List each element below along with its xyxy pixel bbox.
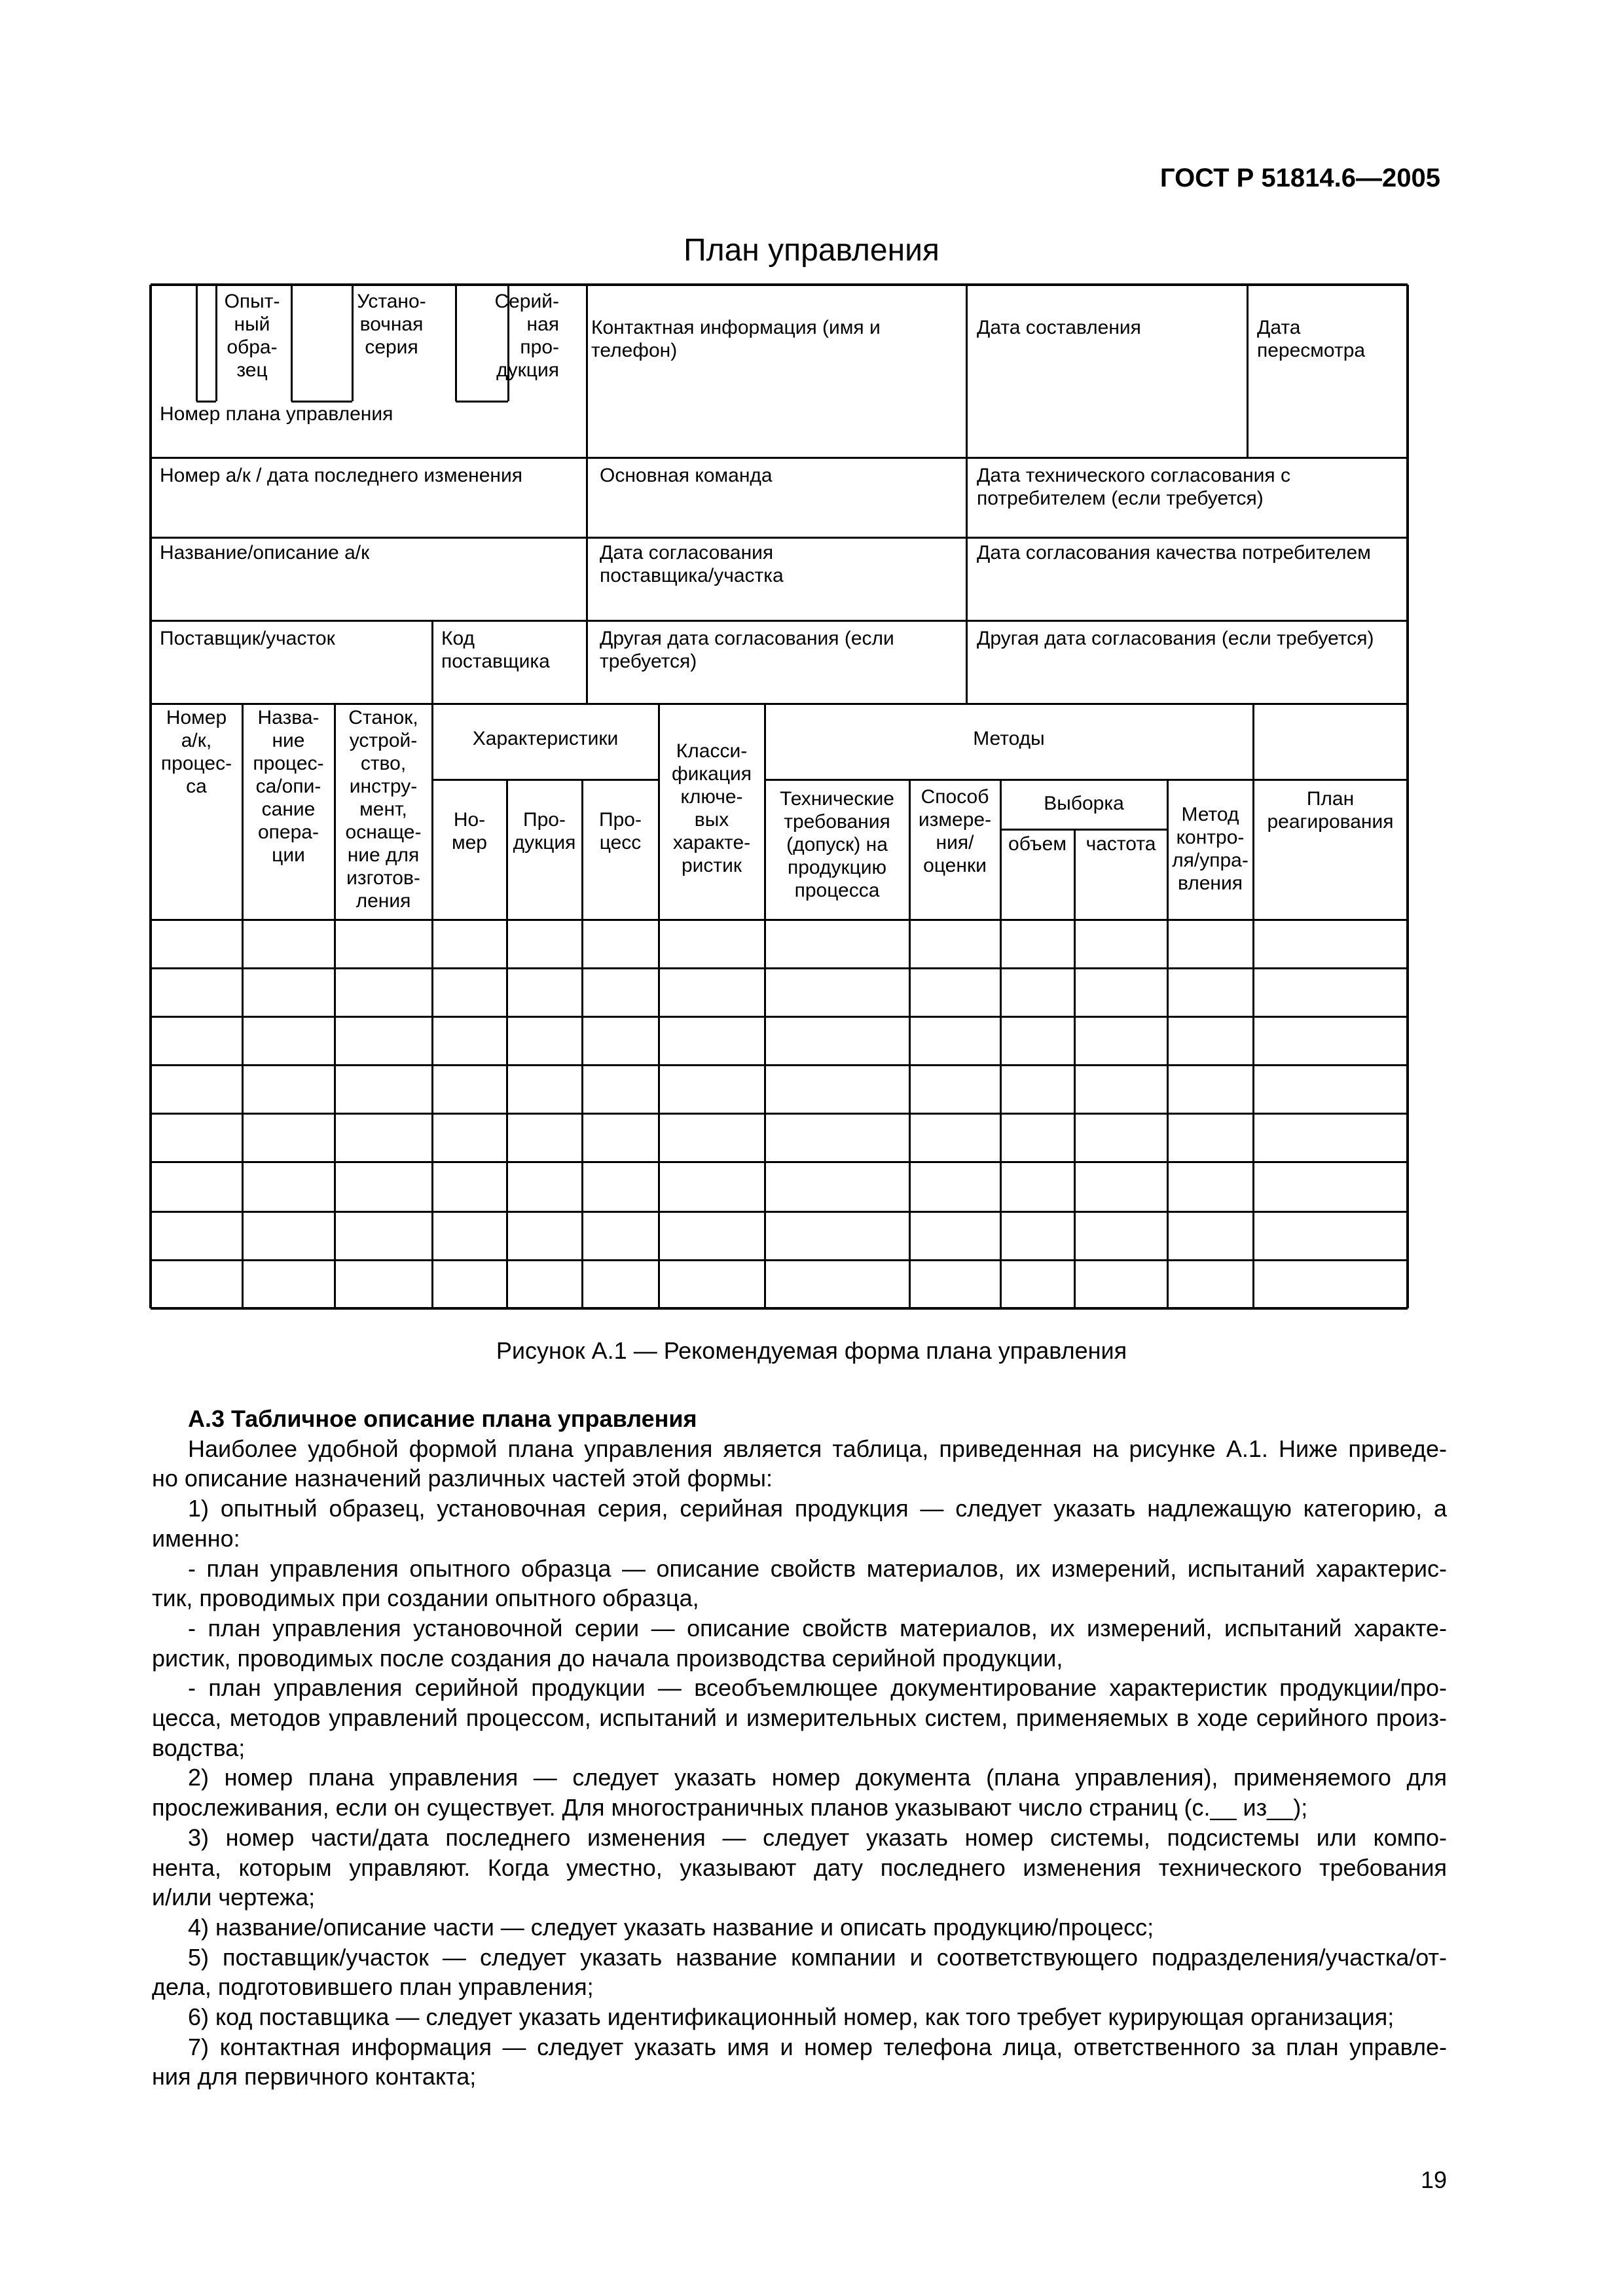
document-number: ГОСТ Р 51814.6—2005: [1159, 164, 1440, 192]
supplier-approval-label: Дата согласования поставщика/участка: [600, 542, 784, 586]
form-title: План управления: [684, 233, 939, 268]
list-item: - план управления опытного образца — описание свойств материалов, их измерений, испытаний характерис-: [188, 1554, 1447, 1582]
tech-approval-label: Дата технического согласования с потребителем (если требуется): [977, 465, 1290, 509]
list-item: 3) номер части/дата последнего изменения — следует указать номер системы, подсистемы или компо-: [188, 1823, 1447, 1851]
grid-line: [455, 285, 457, 401]
production-label: Серий- ная про- дукция: [494, 291, 559, 381]
section-heading: А.3 Табличное описание плана управления: [188, 1405, 697, 1432]
list-item: ристик, проводимых после создания до начала производства серийной продукции,: [152, 1644, 1063, 1672]
list-item: - план управления установочной серии — описание свойств материалов, их измерений, испытаний характе-: [188, 1614, 1447, 1641]
grid-line: [581, 780, 583, 1308]
control-plan-form: [151, 285, 1408, 1308]
list-item: нента, которым управляют. Когда уместно, указывают дату последнего изменения технического требования: [152, 1854, 1447, 1881]
part-name-label: Название/описание а/к: [160, 542, 370, 564]
grid-line: [151, 1113, 1408, 1115]
grid-line: [151, 703, 1408, 705]
grid-line: [966, 285, 968, 457]
section-body: [152, 1404, 1447, 2092]
grid-line: [966, 457, 968, 704]
grid-line: [151, 1259, 1408, 1261]
supplier-label: Поставщик/участок: [160, 628, 335, 649]
part-number-label: Номер а/к / дата последнего изменения: [160, 465, 522, 486]
grid-line: [765, 779, 1408, 781]
list-item: 1) опытный образец, установочная серия, серийная продукция — следует указать надлежащую категорию, а: [188, 1495, 1447, 1522]
grid-line: [151, 1211, 1408, 1213]
list-item: ния для первичного контакта;: [152, 2063, 477, 2090]
list-item: 7) контактная информация — следует указать имя и номер телефона лица, ответственного за план управле-: [188, 2033, 1447, 2060]
col-eval: Способ измере- ния/ оценки: [918, 786, 992, 876]
col-number: Номер а/к, процес- са: [160, 707, 232, 797]
grid-line: [151, 1064, 1408, 1066]
col-spec: Технические требования (допуск) на продукцию процесса: [780, 788, 894, 901]
grid-line: [586, 285, 588, 457]
date-revised-label: Дата пересмотра: [1257, 317, 1366, 361]
list-item: 4) название/описание части — следует указать название и описать продукцию/процесс;: [188, 1913, 1154, 1941]
grid-line: [151, 1307, 1408, 1310]
col-sample-size: объем: [1008, 833, 1067, 855]
supplier-code-label: Код поставщика: [441, 628, 550, 672]
grid-line: [196, 285, 198, 401]
col-control-method: Метод контро- ля/упра- вления: [1172, 804, 1249, 894]
grid-line: [291, 285, 293, 401]
col-char-number: Но- мер: [452, 809, 487, 853]
list-item: именно:: [152, 1524, 240, 1552]
col-sample: Выборка: [1044, 793, 1124, 814]
preproduction-label: Устано- вочная серия: [357, 291, 426, 358]
list-item: цесса, методов управлений процессом, испытаний и измерительных систем, применяемых в ходе серийного произ-: [152, 1704, 1447, 1732]
prototype-label: Опыт- ный обра- зец: [224, 291, 280, 381]
grid-line: [151, 967, 1408, 969]
figure-caption: Рисунок А.1 — Рекомендуемая форма плана управления: [496, 1337, 1127, 1364]
col-char-product: Про- дукция: [513, 809, 576, 853]
plan-number-label: Номер плана управления: [160, 403, 393, 425]
col-sample-frequency: частота: [1085, 833, 1156, 855]
paragraph: но описание назначений различных частей этой формы:: [152, 1465, 773, 1492]
grid-line: [1074, 829, 1076, 1308]
list-item: и/или чертежа;: [152, 1884, 316, 1911]
grid-line: [151, 537, 1408, 539]
quality-approval-label: Дата согласования качества потребителем: [977, 542, 1371, 564]
col-char-process: Про- цесс: [599, 809, 642, 853]
grid-line: [1247, 285, 1249, 457]
list-item: 2) номер плана управления — следует указать номер документа (плана управления), применяемого для: [188, 1764, 1447, 1791]
contact-label: Контактная информация (имя и телефон): [591, 317, 881, 361]
grid-line: [151, 919, 1408, 921]
list-item: - план управления серийной продукции — всеобъемлющее документирование характеристик продукции/про-: [188, 1674, 1447, 1702]
page-number: 19: [1420, 2166, 1447, 2193]
list-item: 5) поставщик/участок — следует указать название компании и соответствующего подразделения/участка/от-: [188, 1943, 1447, 1971]
grid-line: [432, 779, 659, 781]
col-machine: Станок, устрой- ство, инстру- мент, оснаще- ние для изготов- ления: [345, 707, 422, 912]
grid-line: [456, 401, 508, 403]
list-item: прослеживания, если он существует. Для многостраничных планов указывают число страниц (с.__ из__);: [152, 1794, 1308, 1821]
col-reaction-plan: План реагирования: [1267, 788, 1394, 833]
list-item: водства;: [152, 1734, 246, 1761]
grid-line: [151, 283, 1408, 286]
grid-line: [431, 620, 433, 704]
list-item: тик, проводимых при создании опытного образца,: [152, 1585, 699, 1612]
list-item: дела, подготовившего план управления;: [152, 1973, 594, 2001]
col-characteristics: Характеристики: [472, 728, 619, 749]
grid-line: [586, 457, 588, 704]
core-team-label: Основная команда: [600, 465, 773, 486]
col-methods: Методы: [973, 728, 1045, 749]
date-created-label: Дата составления: [977, 317, 1141, 338]
col-classification: Класси- фикация ключе- вых характе- ристик: [671, 740, 752, 876]
paragraph: Наиболее удобной формой плана управления является таблица, приведенная на рисунке А.1. Ниже приведе-: [188, 1435, 1447, 1462]
other-approval-1-label: Другая дата согласования (если требуется): [600, 628, 894, 672]
col-process-name: Назва- ние процес- са/опи- сание опера- ции: [253, 707, 324, 866]
grid-line: [151, 1161, 1408, 1163]
list-item: 6) код поставщика — следует указать идентификационный номер, как того требует курирующая организация;: [188, 2003, 1395, 2031]
grid-line: [151, 620, 1408, 622]
other-approval-2-label: Другая дата согласования (если требуется): [977, 628, 1374, 649]
grid-line: [506, 780, 508, 1308]
grid-line: [151, 1016, 1408, 1018]
grid-line: [151, 457, 1408, 459]
grid-line: [1000, 829, 1167, 831]
